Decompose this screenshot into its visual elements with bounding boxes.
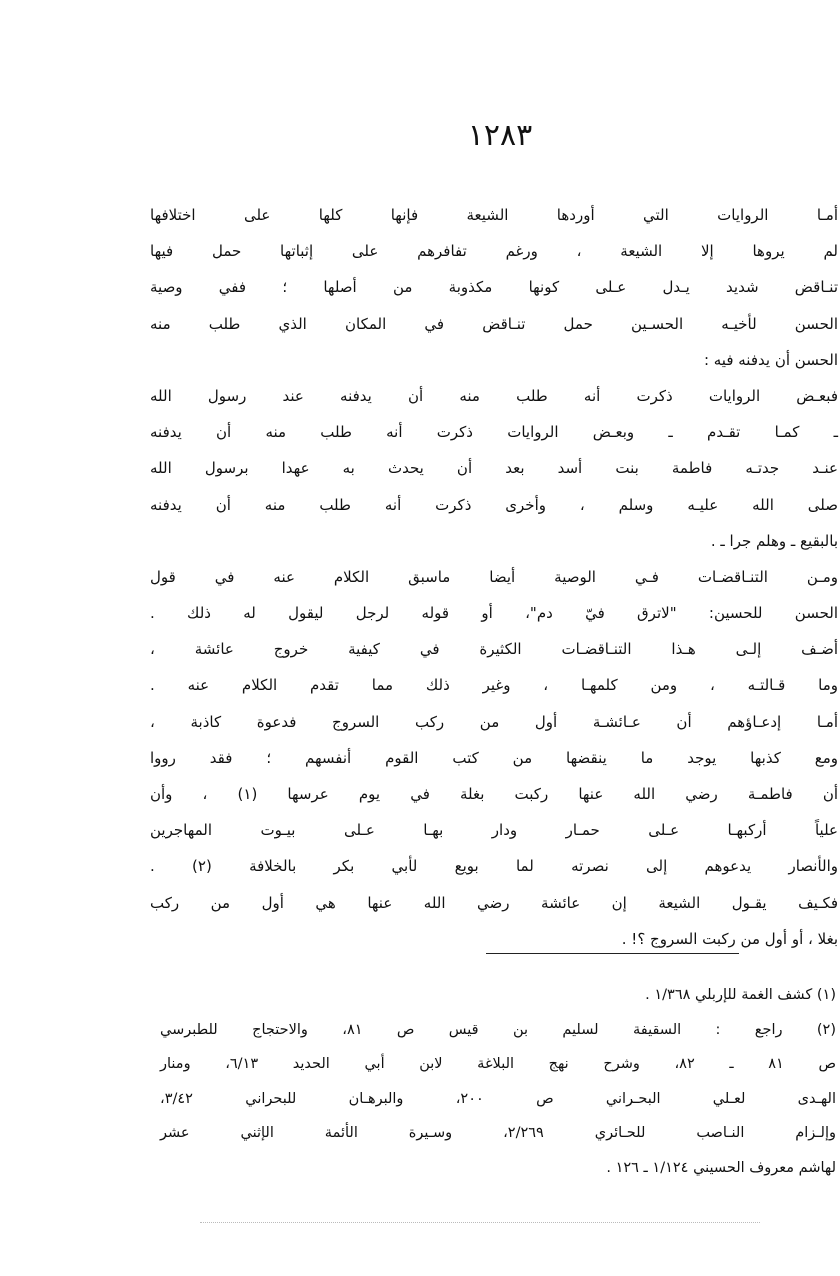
text-line: الحسن لأخيـه الحسـين حمل تنـاقض في المكان الذي طلب منه	[150, 314, 838, 333]
text-line: الحسن للحسين: "لاترق فيّ دم"، أو قوله لرجل ليقول له ذلك .	[150, 604, 838, 623]
text-line: علياً أركبهـا عـلى حمـار ودار بهـا عـلى بيـوت المهاجرين	[150, 821, 838, 840]
text-line: ـ كمـا تقـدم ـ وبعـض الروايات ذكرت أنه طلب منه أن يدفنه	[150, 423, 838, 442]
text-line: لم يروها إلا الشيعة ، ورغم تفافرهم على إثباتها حمل فيها	[150, 242, 838, 261]
text-line: أمـا إدعـاؤهم أن عـائشـة أول من ركب السروج فدعوة كاذبة ،	[150, 712, 838, 731]
main-text	[150, 197, 838, 957]
text-line: الحسن أن يدفنه فيه :	[703, 350, 838, 369]
text-line: صلى الله عليـه وسلم ، وأخرى ذكرت أنه طلب منه أن يدفنه	[150, 495, 838, 514]
text-line: ومـن التنـاقضـات فـي الوصية أيضا ماسبق الكلام عنه في قول	[150, 567, 838, 586]
footnote-line: (١) كشف الغمة للإربلي ١/٣٦٨ .	[645, 987, 836, 1003]
page-number: ١٢٨٣	[467, 118, 533, 153]
footnotes	[160, 978, 836, 1185]
text-line: فكـيف يقـول الشيعة إن عائشة رضي الله عنها هي أول من ركب	[150, 893, 838, 912]
footnote-line: الهـدى لعـلي البحـراني ص ٢٠٠، والبرهـان للبحراني ٣/٤٢،	[160, 1090, 836, 1107]
footnote-line: لهاشم معروف الحسيني ١/١٢٤ ـ ١٢٦ .	[606, 1159, 836, 1176]
footnote-divider	[486, 953, 739, 954]
footnote-line: وإلـزام النـاصب للحـائري ٢/٢٦٩، وسـيرة الأئمة الإثني عشر	[160, 1125, 836, 1141]
footnote-line: ص ٨١ ـ ٨٢، وشرح نهج البلاغة لابن أبي الحديد ٦/١٣، ومنار	[160, 1056, 837, 1072]
text-line: أمـا الروايات التي أوردها الشيعة فإنها كلها على اختلافها	[150, 206, 838, 224]
text-line: والأنصار يدعوهم إلى نصرته لما بويع لأبي بكر بالخلافة (٢) .	[150, 857, 839, 876]
text-line: وما قـالتـه ، ومن كلمهـا ، وغير ذلك مما تقدم الكلام عنه .	[150, 676, 838, 695]
footnote-line: (٢) راجع : السقيفة لسليم بن قيس ص ٨١، والاحتجاج للطبرسي	[160, 1021, 837, 1038]
text-line: أن فاطمـة رضي الله عنها ركبت بغلة في يوم عرسها (١) ، وأن	[150, 785, 839, 803]
text-line: بالبقيع ـ وهلم جرا ـ .	[710, 531, 838, 550]
text-line: تنـاقض شديد يـدل عـلى كونها مكذوبة من أصلها ؛ ففي وصية	[150, 278, 838, 297]
text-line: ومع كذبها يوجد ما ينقضها من كتب القوم أنفسهم ؛ فقد رووا	[150, 748, 838, 767]
text-line: عنـد جدتـه فاطمة بنت أسد بعد أن يحدث به عهدا برسول الله	[150, 459, 838, 478]
text-line: فبعـض الروايات ذكرت أنه طلب منه أن يدفنه عند رسول الله	[150, 386, 838, 405]
text-line: بغلا ، أو أول من ركبت السروج ؟! .	[621, 929, 838, 948]
text-line: أضـف إلـى هـذا التنـاقضـات الكثيرة في كيفية خروج عائشة ،	[150, 640, 838, 659]
scan-artifact	[200, 1222, 760, 1223]
